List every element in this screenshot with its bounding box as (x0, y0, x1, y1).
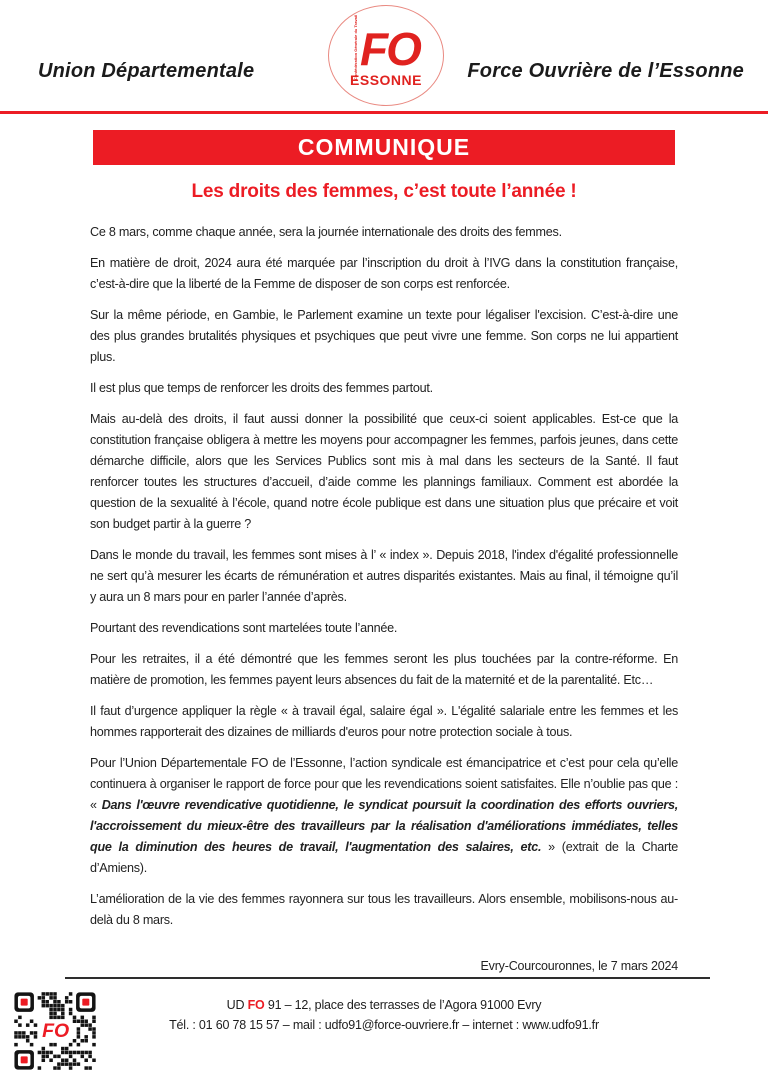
footer-address-line (90, 995, 678, 1015)
document-title: Les droits des femmes, c’est toute l’année ! (191, 181, 577, 202)
charte-amiens-quote: Dans l'œuvre revendicative quotidienne, le syndicat poursuit la coordination des efforts ouvriers, l'accroissement du mieux-être des travailleurs par la réalisation d'améliorations immédiates, telles que la diminution des heures de travail, l'augmentation des salaires, etc. (90, 798, 678, 854)
qr-code (13, 992, 97, 1070)
header-right-title: Force Ouvrière de l’Essonne (467, 60, 744, 82)
qr-fo-label: FO (42, 1020, 70, 1043)
paragraph: Dans le monde du travail, les femmes sont mises à l’ « index ». Depuis 2018, l'index d'égalité professionnelle ne sert qu’à mesurer les écarts de rémunération et autres disparités existantes. Mais au final, il témoigne qu’il y aura un 8 mars pour en parler l’année d’après. (90, 548, 678, 604)
quote-outro: » (extrait de la Charte d’Amiens). (90, 840, 678, 875)
fo-logo-region: ESSONNE (350, 72, 422, 89)
qr-finder-top-left (14, 992, 34, 1012)
header-left-title: Union Départementale (38, 60, 255, 82)
qr-finder-bottom-left (14, 1050, 34, 1070)
footer-address-block (90, 995, 678, 1035)
footer-contact-line: Tél. : 01 60 78 15 57 – mail : udfo91@force-ouvriere.fr – internet : www.udfo91.fr (169, 1018, 599, 1032)
footer-address: 91 – 12, place des terrasses de l’Agora 91000 Evry (264, 998, 542, 1012)
paragraph: Il faut d’urgence appliquer la règle « à travail égal, salaire égal ». L'égalité salariale entre les femmes et les hommes rapporterait des dizaines de milliards d'euros pour notre protection sociale à tous. (90, 704, 678, 739)
paragraph: Sur la même période, en Gambie, le Parlement examine un texte pour légaliser l'excision. C’est-à-dire une des plus grandes brutalités physiques et psychiques que peut vivre une femme. Son corps ne lui appartient plus. (90, 308, 678, 364)
paragraph: Mais au-delà des droits, il faut aussi donner la possibilité que ceux-ci soient applicables. Est-ce que la constitution française obligera à mettre les moyens pour accompagner les femmes, parfois jeunes, dans cette démarche difficile, alors que les Services Publics sont mis à mal dans les secteurs de la Santé. Il faut renforcer toutes les structures d’accueil, d’aide comme les plannings familiaux. Comment est abordée la question de la sexualité à l’école, quand notre école publique est dans une situation plus que précaire et voit son budget partir à la guerre ? (90, 412, 678, 531)
communique-label: COMMUNIQUE (297, 134, 471, 160)
fo-logo (328, 5, 444, 106)
paragraph: Pour les retraites, il a été démontré que les femmes seront les plus touchées par la contre-réforme. En matière de promotion, les femmes payent leurs absences du fait de la maternité et de la parentalité. Etc… (90, 652, 678, 687)
footer-ud-label: UD (226, 998, 248, 1012)
paragraph: En matière de droit, 2024 aura été marquée par l’inscription du droit à l’IVG dans la constitution française, c’est-à-dire que la liberté de la Femme de disposer de son corps est renforcée. (90, 256, 678, 291)
dateline: Evry-Courcouronnes, le 7 mars 2024 (480, 959, 678, 973)
paragraph: Il est plus que temps de renforcer les droits des femmes partout. (90, 381, 433, 395)
header-rule (0, 111, 768, 114)
quote-intro: Pour l’Union Départementale FO de l’Essonne, l’action syndicale est émancipatrice et c’est pour cela qu’elle continuera à organiser le rapport de force pour que les revendications soient satisfaites. Elle n’oublie pas que : « (90, 756, 678, 812)
footer-separator (65, 977, 710, 979)
footer-fo-brand: FO (247, 998, 265, 1012)
communique-banner (93, 130, 675, 165)
body-text (90, 222, 678, 941)
paragraph: Pourtant des revendications sont martelées toute l’année. (90, 621, 398, 635)
quote-paragraph (90, 753, 678, 879)
fo-logo-vertical-text: Confédération Générale du Travail (353, 14, 358, 80)
paragraph: Ce 8 mars, comme chaque année, sera la journée internationale des droits des femmes. (90, 225, 562, 239)
paragraph: L’amélioration de la vie des femmes rayonnera sur tous les travailleurs. Alors ensemble, mobilisons-nous au-delà du 8 mars. (90, 892, 678, 927)
fo-logo-acronym: FO (360, 22, 420, 75)
